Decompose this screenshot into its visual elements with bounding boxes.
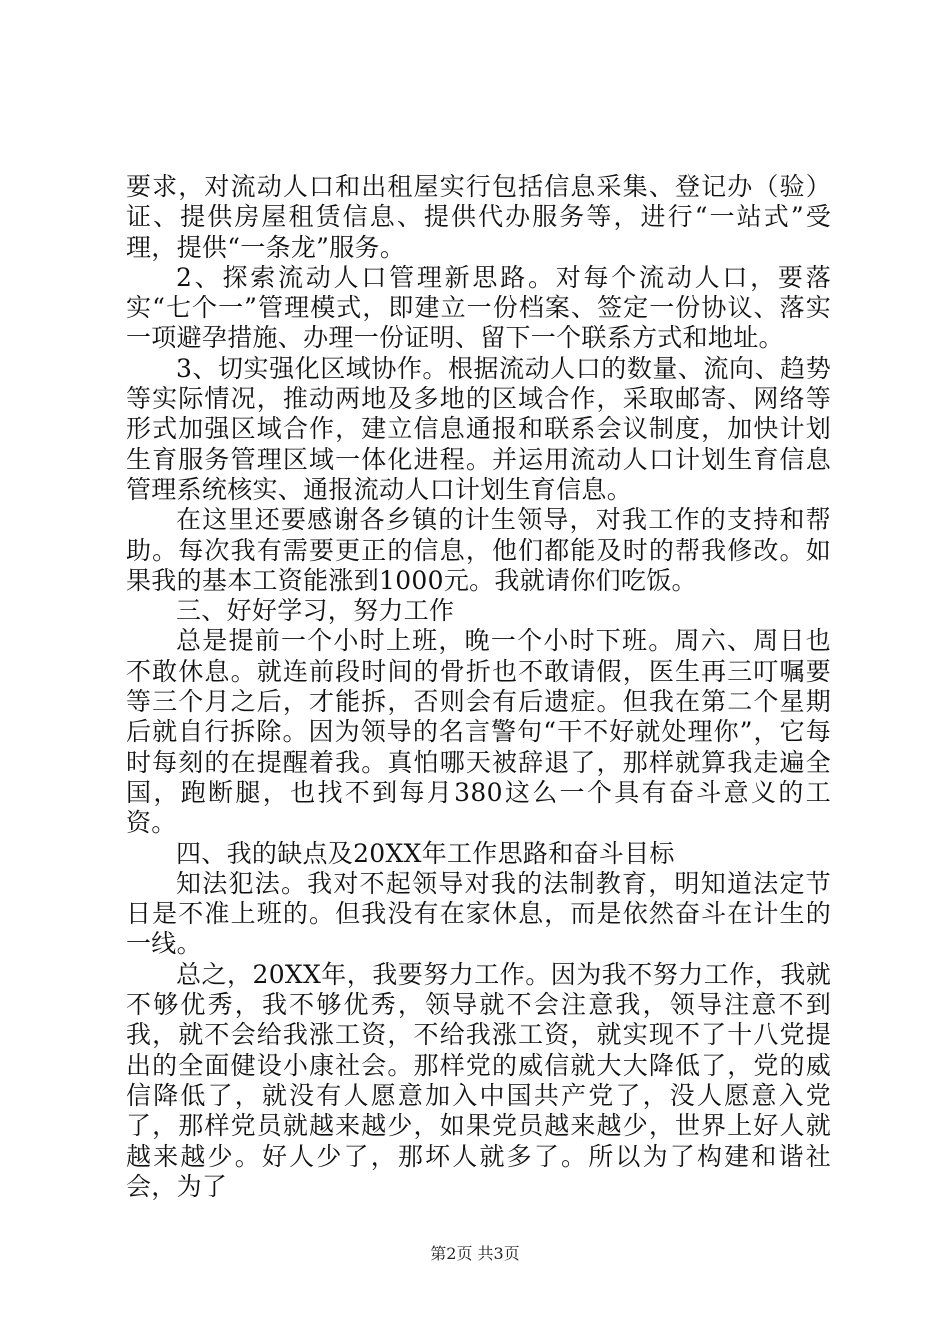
document-body xyxy=(126,172,831,1202)
paragraph-work: 总是提前一个小时上班，晚一个小时下班。周六、周日也不敢休息。就连前段时间的骨折也不敢请假，医生再三叮嘱要等三个月之后，才能拆，否则会有后遗症。但我在第二个星期后就自行拆除。因为领导的名言警句“干不好就处理你”，它每时每刻的在提醒着我。真怕哪天被辞退了，那样就算我走遍全国，跑断腿，也找不到每月380这么一个具有奋斗意义的工资。 xyxy=(126,626,831,838)
page-number-footer: 第2页 共3页 xyxy=(430,1244,520,1263)
section-heading-3: 三、好好学习，努力工作 xyxy=(176,596,455,626)
paragraph-item-3: 3、切实强化区域协作。根据流动人口的数量、流向、趋势等实际情况，推动两地及多地的区域合作，采取邮寄、网络等形式加强区域合作，建立信息通报和联系会议制度，加快计划生育服务管理区域一体化进程。并运用流动人口计划生育信息管理系统核实、通报流动人口计划生育信息。 xyxy=(126,353,831,504)
section-heading-4: 四、我的缺点及20XX年工作思路和奋斗目标 xyxy=(176,838,675,868)
paragraph-continuation: 要求，对流动人口和出租屋实行包括信息采集、登记办（验）证、提供房屋租赁信息、提供代办服务等，进行“一站式”受理，提供“一条龙”服务。 xyxy=(126,172,831,262)
paragraph-shortcomings: 知法犯法。我对不起领导对我的法制教育，明知道法定节日是不准上班的。但我没有在家休息，而是依然奋斗在计生的一线。 xyxy=(126,868,831,959)
paragraph-item-2: 2、探索流动人口管理新思路。对每个流动人口，要落实“七个一”管理模式，即建立一份档案、签定一份协议、落实一项避孕措施、办理一份证明、留下一个联系方式和地址。 xyxy=(126,262,831,353)
paragraph-summary: 总之，20XX年，我要努力工作。因为我不努力工作，我就不够优秀，我不够优秀，领导就不会注意我，领导注意不到我，就不会给我涨工资，不给我涨工资，就实现不了十八党提出的全面健设小康社会。那样党的威信就大大降低了，党的威信降低了，就没有人愿意加入中国共产党了，没人愿意入党了，那样党员就越来越少，如果党员越来越少，世界上好人就越来越少。好人少了，那坏人就多了。所以为了构建和谐社会，为了 xyxy=(126,959,831,1201)
paragraph-thanks: 在这里还要感谢各乡镇的计生领导，对我工作的支持和帮助。每次我有需要更正的信息，他们都能及时的帮我修改。如果我的基本工资能涨到1000元。我就请你们吃饭。 xyxy=(126,505,831,595)
